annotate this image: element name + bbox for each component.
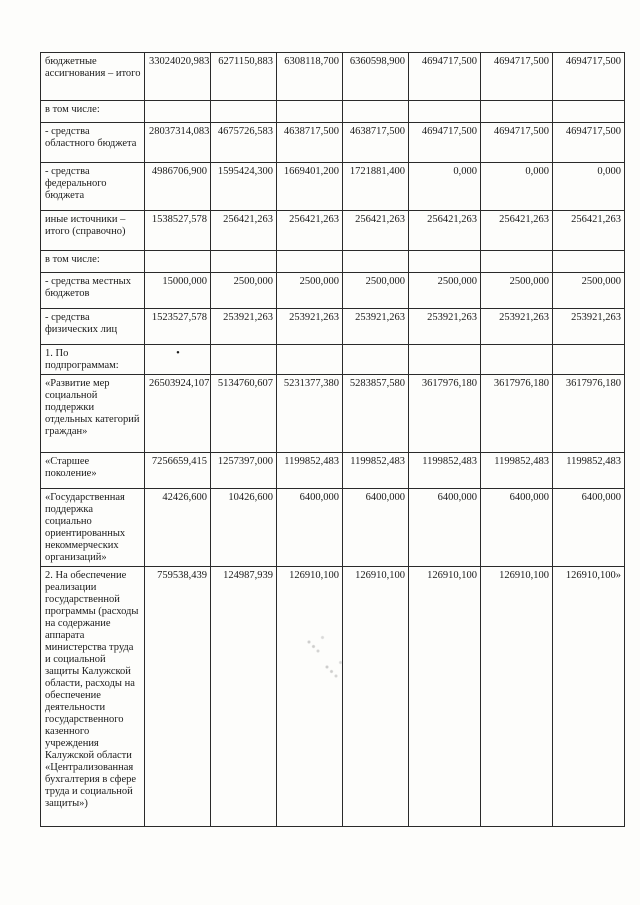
row-label: «Развитие мер социальной поддержки отдельных категорий граждан» — [41, 375, 145, 453]
value-cell: 2500,000 — [277, 273, 343, 309]
value-cell: 0,000 — [553, 163, 625, 211]
value-cell: 2500,000 — [211, 273, 277, 309]
value-cell: 42426,600 — [145, 489, 211, 567]
row-label: - средства местных бюджетов — [41, 273, 145, 309]
table-row — [41, 309, 625, 345]
value-cell: 7256659,415 — [145, 453, 211, 489]
table-row — [41, 453, 625, 489]
value-cell: 253921,263 — [211, 309, 277, 345]
table-row — [41, 345, 625, 375]
empty-cell — [277, 101, 343, 123]
value-cell: 253921,263 — [409, 309, 481, 345]
value-cell: 4694717,500 — [481, 123, 553, 163]
empty-cell — [343, 101, 409, 123]
value-cell: 6271150,883 — [211, 53, 277, 101]
value-cell: 2500,000 — [481, 273, 553, 309]
row-label: в том числе: — [41, 101, 145, 123]
value-cell: 256421,263 — [277, 211, 343, 251]
value-cell: 4694717,500 — [553, 53, 625, 101]
value-cell — [277, 345, 343, 375]
value-cell: 26503924,107 — [145, 375, 211, 453]
value-cell: 6308118,700 — [277, 53, 343, 101]
value-cell: 256421,263 — [211, 211, 277, 251]
table-body — [41, 53, 625, 827]
table-row — [41, 375, 625, 453]
empty-cell — [211, 251, 277, 273]
table-row — [41, 53, 625, 101]
empty-cell — [481, 251, 553, 273]
value-cell: 1595424,300 — [211, 163, 277, 211]
table-row — [41, 123, 625, 163]
value-cell: 126910,100 — [277, 567, 343, 827]
empty-cell — [277, 251, 343, 273]
value-cell — [553, 345, 625, 375]
value-cell — [343, 345, 409, 375]
value-cell: 759538,439 — [145, 567, 211, 827]
value-cell: 10426,600 — [211, 489, 277, 567]
value-cell: 0,000 — [481, 163, 553, 211]
value-cell: 1199852,483 — [553, 453, 625, 489]
value-cell: 5283857,580 — [343, 375, 409, 453]
value-cell: 28037314,083 — [145, 123, 211, 163]
row-label: - средства физических лиц — [41, 309, 145, 345]
value-cell: 2500,000 — [343, 273, 409, 309]
value-cell: 6400,000 — [553, 489, 625, 567]
value-cell: 1538527,578 — [145, 211, 211, 251]
value-cell: 4694717,500 — [553, 123, 625, 163]
value-cell: 1721881,400 — [343, 163, 409, 211]
value-cell: 6360598,900 — [343, 53, 409, 101]
table-row — [41, 251, 625, 273]
empty-cell — [343, 251, 409, 273]
value-cell: 4675726,583 — [211, 123, 277, 163]
table-row — [41, 489, 625, 567]
value-cell: 256421,263 — [409, 211, 481, 251]
value-cell: 3617976,180 — [409, 375, 481, 453]
value-cell: 1669401,200 — [277, 163, 343, 211]
value-cell: 1199852,483 — [481, 453, 553, 489]
table-row — [41, 567, 625, 827]
value-cell: 33024020,983 — [145, 53, 211, 101]
value-cell: 3617976,180 — [481, 375, 553, 453]
value-cell: 126910,100 — [409, 567, 481, 827]
value-cell: 2500,000 — [553, 273, 625, 309]
row-label: бюджетные ассигнования – итого — [41, 53, 145, 101]
value-cell — [409, 345, 481, 375]
row-label: - средства областного бюджета — [41, 123, 145, 163]
row-label: в том числе: — [41, 251, 145, 273]
row-label: - средства федерального бюджета — [41, 163, 145, 211]
value-cell: 4694717,500 — [409, 123, 481, 163]
value-cell: 4694717,500 — [481, 53, 553, 101]
budget-allocation-table — [40, 52, 625, 827]
value-cell: 1523527,578 — [145, 309, 211, 345]
value-cell: 4638717,500 — [277, 123, 343, 163]
table-row — [41, 163, 625, 211]
empty-cell — [409, 251, 481, 273]
value-cell: 6400,000 — [343, 489, 409, 567]
empty-cell — [145, 251, 211, 273]
value-cell: 253921,263 — [481, 309, 553, 345]
row-label: иные источники – итого (справочно) — [41, 211, 145, 251]
value-cell: 253921,263 — [343, 309, 409, 345]
table-row — [41, 273, 625, 309]
value-cell — [211, 345, 277, 375]
empty-cell — [211, 101, 277, 123]
empty-cell — [145, 101, 211, 123]
row-label: 2. На обеспечение реализации государственной программы (расходы на содержание аппарата министерства труда и социальной защиты Калужской области, расходы на обеспечение деятельности государственного казенного учреждения Калужской области «Централизованная бухгалтерия в сфере труда и социальной защиты») — [41, 567, 145, 827]
value-cell: 256421,263 — [553, 211, 625, 251]
value-cell — [481, 345, 553, 375]
empty-cell — [409, 101, 481, 123]
value-cell: 3617976,180 — [553, 375, 625, 453]
value-cell: 15000,000 — [145, 273, 211, 309]
value-cell: 253921,263 — [277, 309, 343, 345]
value-cell: 256421,263 — [481, 211, 553, 251]
value-cell: 1199852,483 — [409, 453, 481, 489]
value-cell: 4638717,500 — [343, 123, 409, 163]
value-cell: 1257397,000 — [211, 453, 277, 489]
value-cell: 126910,100 — [343, 567, 409, 827]
row-label: «Старшее поколение» — [41, 453, 145, 489]
value-cell: 126910,100 — [481, 567, 553, 827]
value-cell: • — [145, 345, 211, 375]
value-cell: 6400,000 — [277, 489, 343, 567]
value-cell: 253921,263 — [553, 309, 625, 345]
value-cell: 124987,939 — [211, 567, 277, 827]
value-cell: 5134760,607 — [211, 375, 277, 453]
empty-cell — [553, 101, 625, 123]
value-cell: 6400,000 — [409, 489, 481, 567]
row-label: «Государственная поддержка социально ориентированных некоммерческих организаций» — [41, 489, 145, 567]
value-cell: 2500,000 — [409, 273, 481, 309]
value-cell: 5231377,380 — [277, 375, 343, 453]
value-cell: 6400,000 — [481, 489, 553, 567]
table-row — [41, 211, 625, 251]
value-cell: 4694717,500 — [409, 53, 481, 101]
value-cell: 0,000 — [409, 163, 481, 211]
value-cell: 4986706,900 — [145, 163, 211, 211]
row-label: 1. По подпрограммам: — [41, 345, 145, 375]
value-cell: 1199852,483 — [343, 453, 409, 489]
value-cell: 126910,100» — [553, 567, 625, 827]
value-cell: 256421,263 — [343, 211, 409, 251]
value-cell: 1199852,483 — [277, 453, 343, 489]
empty-cell — [481, 101, 553, 123]
table-row — [41, 101, 625, 123]
empty-cell — [553, 251, 625, 273]
